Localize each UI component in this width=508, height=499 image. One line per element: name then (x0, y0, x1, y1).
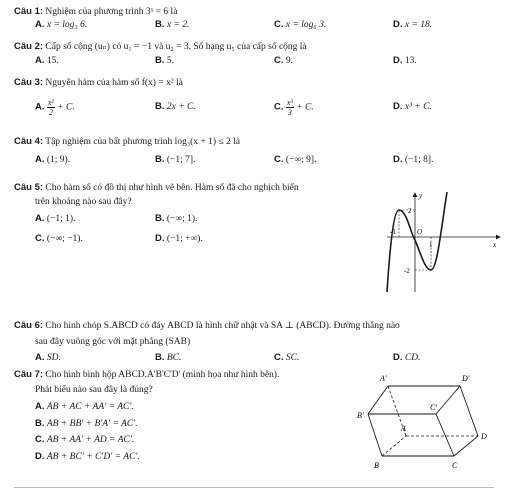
vertex-b-prime: B' (357, 411, 364, 420)
q4-option-d: D. (−1; 8]. (393, 154, 434, 165)
q5-option-d: D. (−1; +∞). (155, 233, 203, 244)
q2-option-b: B. 5. (155, 55, 174, 66)
q6-option-a: A. SD. (35, 352, 61, 363)
q2-option-a: A. 15. (35, 55, 59, 66)
q5-function-graph (385, 190, 505, 295)
vertex-d-prime: D' (462, 374, 470, 383)
q1-stem: Câu 1: Nghiệm của phương trình 3ˣ = 6 là (14, 6, 178, 17)
vertex-b: B (374, 461, 379, 470)
q4-option-a: A. (1; 9). (35, 154, 71, 165)
q1-option-a: A. x = log₃ 6. (35, 19, 88, 30)
graph-tick-1: 1 (429, 241, 433, 249)
q7-option-a: A. AB + AC + AA' = AC'. (35, 401, 134, 412)
q1-option-d: D. x = 18. (393, 19, 433, 30)
graph-y-label: y (419, 192, 423, 200)
q2-stem: Câu 2: Cấp số cộng (uₙ) có u₁ = −1 và u₂ = 3. Số hạng u₅ của cấp số cộng là (14, 41, 307, 52)
q5-stem: Câu 5: Cho hàm số có đồ thị như hình vẽ bên. Hàm số đã cho nghịch biến (14, 182, 299, 193)
graph-tick-neg2: -2 (404, 267, 410, 275)
q4-option-c: C. (−∞; 9]. (274, 154, 317, 165)
q6-stem-line2: sau đây vuông góc với mặt phẳng (SAB) (35, 337, 191, 347)
q3-option-a: A. $\frac{\text{x²}}{2}$ + C. (35, 98, 75, 117)
vertex-c-prime: C' (430, 403, 438, 412)
vertex-d: D (481, 432, 487, 441)
footer-divider (14, 487, 494, 488)
q4-stem: Câu 4: Tập nghiệm của bất phương trình log₃(x + 1) ≤ 2 là (14, 136, 241, 147)
q5-stem-line2: trên khoảng nào sau đây? (35, 197, 132, 207)
graph-tick-2: 2 (408, 207, 412, 215)
q7-parallelepiped-figure (318, 370, 498, 482)
q6-stem: Câu 6: Cho hình chóp S.ABCD có đáy ABCD là hình chữ nhật và SA ⊥ (ABCD). Đường thẳng nào (14, 320, 400, 331)
q4-option-b: B. (−1; 7]. (155, 154, 196, 165)
q5-option-c: C. (−∞; −1). (35, 233, 83, 244)
q5-option-b: B. (−∞; 1). (155, 213, 198, 224)
graph-tick-neg1: -1 (390, 228, 396, 236)
q7-option-d: D. AB + BC' + C'D' = AC'. (35, 451, 140, 462)
graph-origin-label: O (417, 228, 423, 236)
q1-option-b: B. x = 2. (155, 19, 190, 30)
q2-option-d: D. 13. (393, 55, 417, 66)
q3-option-c: C. $\frac{\text{x³}}{3}$ + C. (274, 98, 314, 117)
q7-stem-line2: Phát biểu nào sau đây là đúng? (35, 385, 153, 395)
vertex-c: C (452, 461, 458, 470)
q3-option-b: B. 2x + C. (155, 101, 196, 112)
q3-stem: Câu 3: Nguyên hàm của hàm số f(x) = x² là (14, 77, 183, 88)
q1-option-c: C. x = log₆ 3. (274, 19, 327, 30)
q6-option-c: C. SC. (274, 352, 300, 363)
q6-option-b: B. BC. (155, 352, 182, 363)
graph-curve (387, 192, 447, 292)
graph-x-label: x (493, 241, 497, 249)
q7-stem: Câu 7: Cho hình bình hộp ABCD.A'B'C'D' (minh họa như hình bên). (14, 369, 280, 380)
q7-option-c: C. AB + AA' + AD = AC'. (35, 434, 135, 445)
q6-option-d: D. CD. (393, 352, 421, 363)
vertex-a: A (401, 424, 406, 433)
q5-option-a: A. (−1; 1). (35, 213, 76, 224)
q3-option-d: D. x³ + C. (393, 101, 432, 112)
vertex-a-prime: A' (380, 374, 387, 383)
q7-option-b: B. AB + BB' + B'A' = AC'. (35, 418, 138, 429)
q2-option-c: C. 9. (274, 55, 293, 66)
